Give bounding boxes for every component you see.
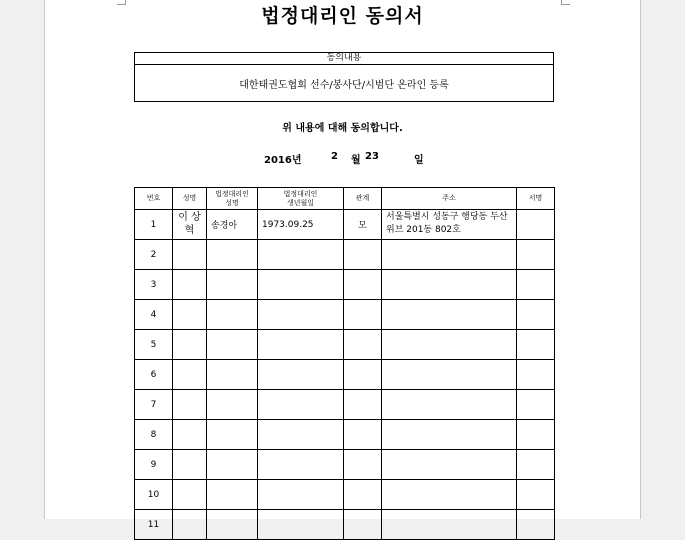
roster-header-address: 주소	[382, 188, 517, 210]
guardian-name-cell[interactable]	[207, 510, 258, 540]
date-month-unit[interactable]: 월	[351, 155, 361, 166]
row-number[interactable]: 6	[135, 360, 173, 390]
address-cell[interactable]	[382, 450, 517, 480]
row-number[interactable]: 2	[135, 240, 173, 270]
table-row	[135, 360, 555, 390]
signature-cell[interactable]	[517, 300, 555, 330]
table-row	[135, 300, 555, 330]
guardian-birthdate-cell[interactable]	[258, 330, 344, 360]
relation-cell[interactable]	[344, 450, 382, 480]
relation-cell[interactable]	[344, 510, 382, 540]
guardian-name-cell[interactable]	[207, 330, 258, 360]
guardian-name-cell[interactable]: 송경아	[207, 210, 258, 240]
table-row	[135, 420, 555, 450]
relation-cell[interactable]	[344, 390, 382, 420]
consent-header[interactable]: 동의내용	[135, 53, 554, 65]
guardian-birthdate-cell[interactable]	[258, 480, 344, 510]
relation-cell[interactable]	[344, 300, 382, 330]
address-cell[interactable]	[382, 270, 517, 300]
address-cell[interactable]	[382, 390, 517, 420]
agreement-text[interactable]: 위 내용에 대해 동의합니다.	[282, 123, 403, 134]
row-number[interactable]: 3	[135, 270, 173, 300]
document-page	[44, 0, 641, 530]
address-cell[interactable]	[382, 510, 517, 540]
guardian-birthdate-cell[interactable]	[258, 420, 344, 450]
guardian-name-cell[interactable]	[207, 390, 258, 420]
roster-header-name: 성명	[173, 188, 207, 210]
table-row	[135, 270, 555, 300]
signature-cell[interactable]	[517, 330, 555, 360]
guardian-birthdate-cell[interactable]	[258, 240, 344, 270]
signature-cell[interactable]	[517, 390, 555, 420]
student-name-cell[interactable]	[173, 480, 207, 510]
date-year[interactable]: 2016년	[264, 155, 302, 166]
guardian-birthdate-cell[interactable]	[258, 270, 344, 300]
roster-header-guardian-birth: 법정대리인 생년월일	[258, 188, 344, 210]
row-number[interactable]: 8	[135, 420, 173, 450]
guardian-birthdate-cell[interactable]: 1973.09.25	[258, 210, 344, 240]
roster-header-guardian-name: 법정대리인 성명	[207, 188, 258, 210]
table-row	[135, 450, 555, 480]
address-cell[interactable]	[382, 360, 517, 390]
guardian-birthdate-cell[interactable]	[258, 360, 344, 390]
relation-cell[interactable]	[344, 480, 382, 510]
student-name-cell[interactable]	[173, 510, 207, 540]
guardian-roster-table	[134, 187, 555, 540]
guardian-birthdate-cell[interactable]	[258, 300, 344, 330]
row-number[interactable]: 5	[135, 330, 173, 360]
address-cell[interactable]	[382, 300, 517, 330]
student-name-cell[interactable]	[173, 420, 207, 450]
row-number[interactable]: 10	[135, 480, 173, 510]
relation-cell[interactable]	[344, 270, 382, 300]
table-row	[135, 510, 555, 540]
student-name-cell[interactable]	[173, 360, 207, 390]
guardian-name-cell[interactable]	[207, 270, 258, 300]
guardian-birthdate-cell[interactable]	[258, 510, 344, 540]
guardian-name-cell[interactable]	[207, 420, 258, 450]
student-name-cell[interactable]	[173, 240, 207, 270]
address-cell[interactable]: 서울특별시 성동구 행당동 두산위브 201동 802호	[382, 210, 517, 240]
signature-cell[interactable]	[517, 480, 555, 510]
signature-cell[interactable]	[517, 240, 555, 270]
guardian-name-cell[interactable]	[207, 450, 258, 480]
student-name-cell[interactable]	[173, 270, 207, 300]
table-row	[135, 330, 555, 360]
relation-cell[interactable]	[344, 360, 382, 390]
guardian-name-cell[interactable]	[207, 360, 258, 390]
address-cell[interactable]	[382, 330, 517, 360]
table-row	[135, 210, 555, 240]
consent-body[interactable]: 대한태권도협회 선수/봉사단/시범단 온라인 등록	[135, 65, 554, 102]
roster-header-signature: 서명	[517, 188, 555, 210]
guardian-birthdate-cell[interactable]	[258, 390, 344, 420]
roster-header-relation: 관계	[344, 188, 382, 210]
signature-cell[interactable]	[517, 270, 555, 300]
student-name-cell[interactable]	[173, 390, 207, 420]
roster-header-number: 번호	[135, 188, 173, 210]
roster-header-row	[135, 188, 555, 210]
address-cell[interactable]	[382, 240, 517, 270]
signature-cell[interactable]	[517, 420, 555, 450]
date-day-unit[interactable]: 일	[414, 155, 424, 166]
row-number[interactable]: 4	[135, 300, 173, 330]
date-day[interactable]: 23	[365, 151, 379, 162]
document-title[interactable]: 법정대리인 동의서	[261, 5, 424, 27]
table-row	[135, 240, 555, 270]
signature-cell[interactable]	[517, 450, 555, 480]
student-name-cell[interactable]	[173, 300, 207, 330]
table-row	[135, 480, 555, 510]
guardian-name-cell[interactable]	[207, 480, 258, 510]
relation-cell[interactable]	[344, 420, 382, 450]
relation-cell[interactable]: 모	[344, 210, 382, 240]
row-number[interactable]: 7	[135, 390, 173, 420]
consent-table	[134, 52, 554, 102]
relation-cell[interactable]	[344, 330, 382, 360]
signature-cell[interactable]	[517, 210, 555, 240]
student-name-cell[interactable]	[173, 450, 207, 480]
row-number[interactable]: 11	[135, 510, 173, 540]
date-month[interactable]: 2	[331, 151, 338, 162]
address-cell[interactable]	[382, 480, 517, 510]
guardian-birthdate-cell[interactable]	[258, 450, 344, 480]
guardian-name-cell[interactable]	[207, 300, 258, 330]
student-name-cell[interactable]	[173, 330, 207, 360]
student-name-cell[interactable]: 이 상 혁	[173, 210, 207, 240]
guardian-name-cell[interactable]	[207, 240, 258, 270]
row-number[interactable]: 1	[135, 210, 173, 240]
relation-cell[interactable]	[344, 240, 382, 270]
row-number[interactable]: 9	[135, 450, 173, 480]
address-cell[interactable]	[382, 420, 517, 450]
signature-cell[interactable]	[517, 510, 555, 540]
table-row	[135, 390, 555, 420]
signature-cell[interactable]	[517, 360, 555, 390]
